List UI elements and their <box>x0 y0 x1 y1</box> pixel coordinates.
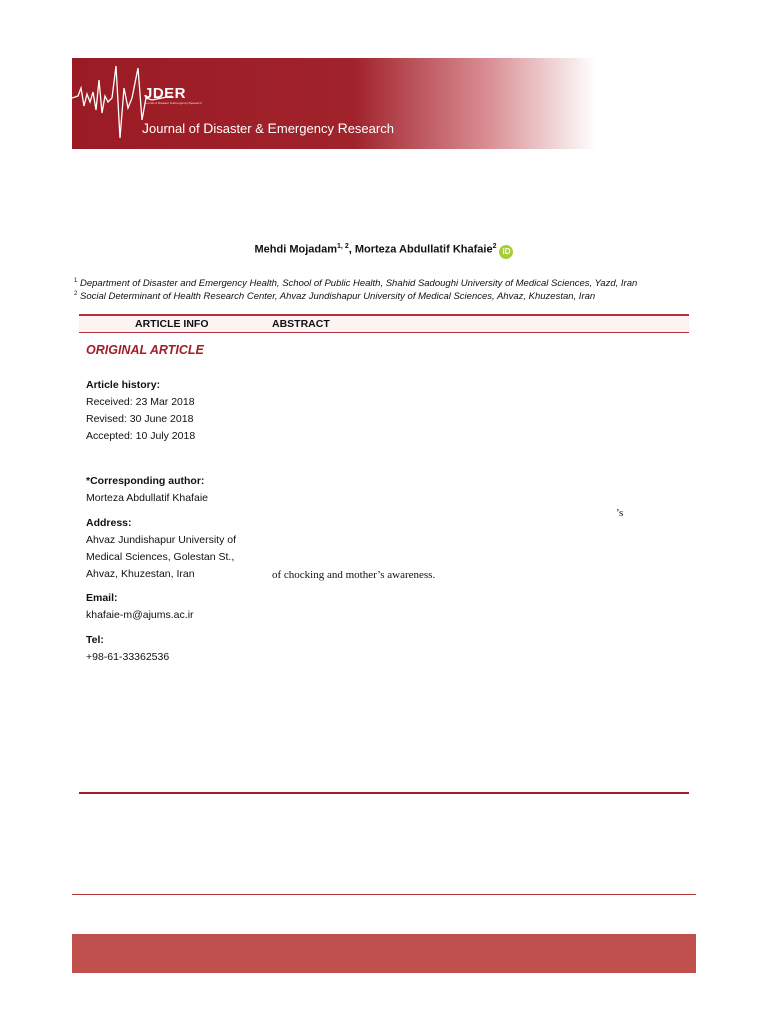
footer-bar <box>72 934 696 973</box>
abstract-fragment: of chocking and mother’s awareness. <box>272 569 436 581</box>
author-name: Morteza Abdullatif Khafaie <box>354 243 493 256</box>
author-line <box>0 243 768 259</box>
author-affiliation-mark: 2 <box>492 243 497 250</box>
logo-subtitle: Journal of Disaster & Emergency Research <box>144 101 202 105</box>
author-name: Mehdi Mojadam <box>254 243 338 256</box>
journal-logo: JDER <box>144 85 187 102</box>
footer-divider <box>72 894 696 895</box>
affiliation-1: $^1$ Department of Disaster and Emergency Health, School of Public Health, Shahid Sadoughi University of Medical Sciences, Yazd, Iran <box>74 278 638 290</box>
orcid-icon[interactable]: iD <box>499 245 513 259</box>
corresponding-author: *Corresponding author: Morteza Abdullatif Khafaie <box>86 475 208 504</box>
journal-title: Journal of Disaster & Emergency Research <box>142 120 394 136</box>
article-history: Article history: Received: 23 Mar 2018 Revised: 30 June 2018 Accepted: 10 July 2018 <box>86 379 196 442</box>
affiliation-2: $^2$ Social Determinant of Health Research Center, Ahvaz Jundishapur University of Medical Sciences, Ahvaz, Khuzestan, Iran <box>74 291 596 303</box>
article-type: ORIGINAL ARTICLE <box>86 343 204 357</box>
author-affiliation-mark: 1, 2 <box>337 243 349 250</box>
article-info-heading: ARTICLE INFO <box>135 318 209 330</box>
abstract-fragment: ’s <box>616 507 624 519</box>
tel-block: Tel: +98-61-33362536 <box>86 634 170 663</box>
section-divider <box>79 792 689 794</box>
author-separator: , <box>348 243 355 256</box>
abstract-heading: ABSTRACT <box>272 318 330 330</box>
email-link[interactable]: khafaie-m@ajums.ac.ir <box>86 609 194 621</box>
journal-banner <box>72 58 696 149</box>
email-block: Email: khafaie-m@ajums.ac.ir <box>86 590 194 624</box>
address-block: Address: Ahvaz Jundishapur University of Medical Sciences, Golestan St., Ahvaz, Khuzestan, Iran <box>86 517 236 580</box>
section-header-bar <box>79 314 689 333</box>
